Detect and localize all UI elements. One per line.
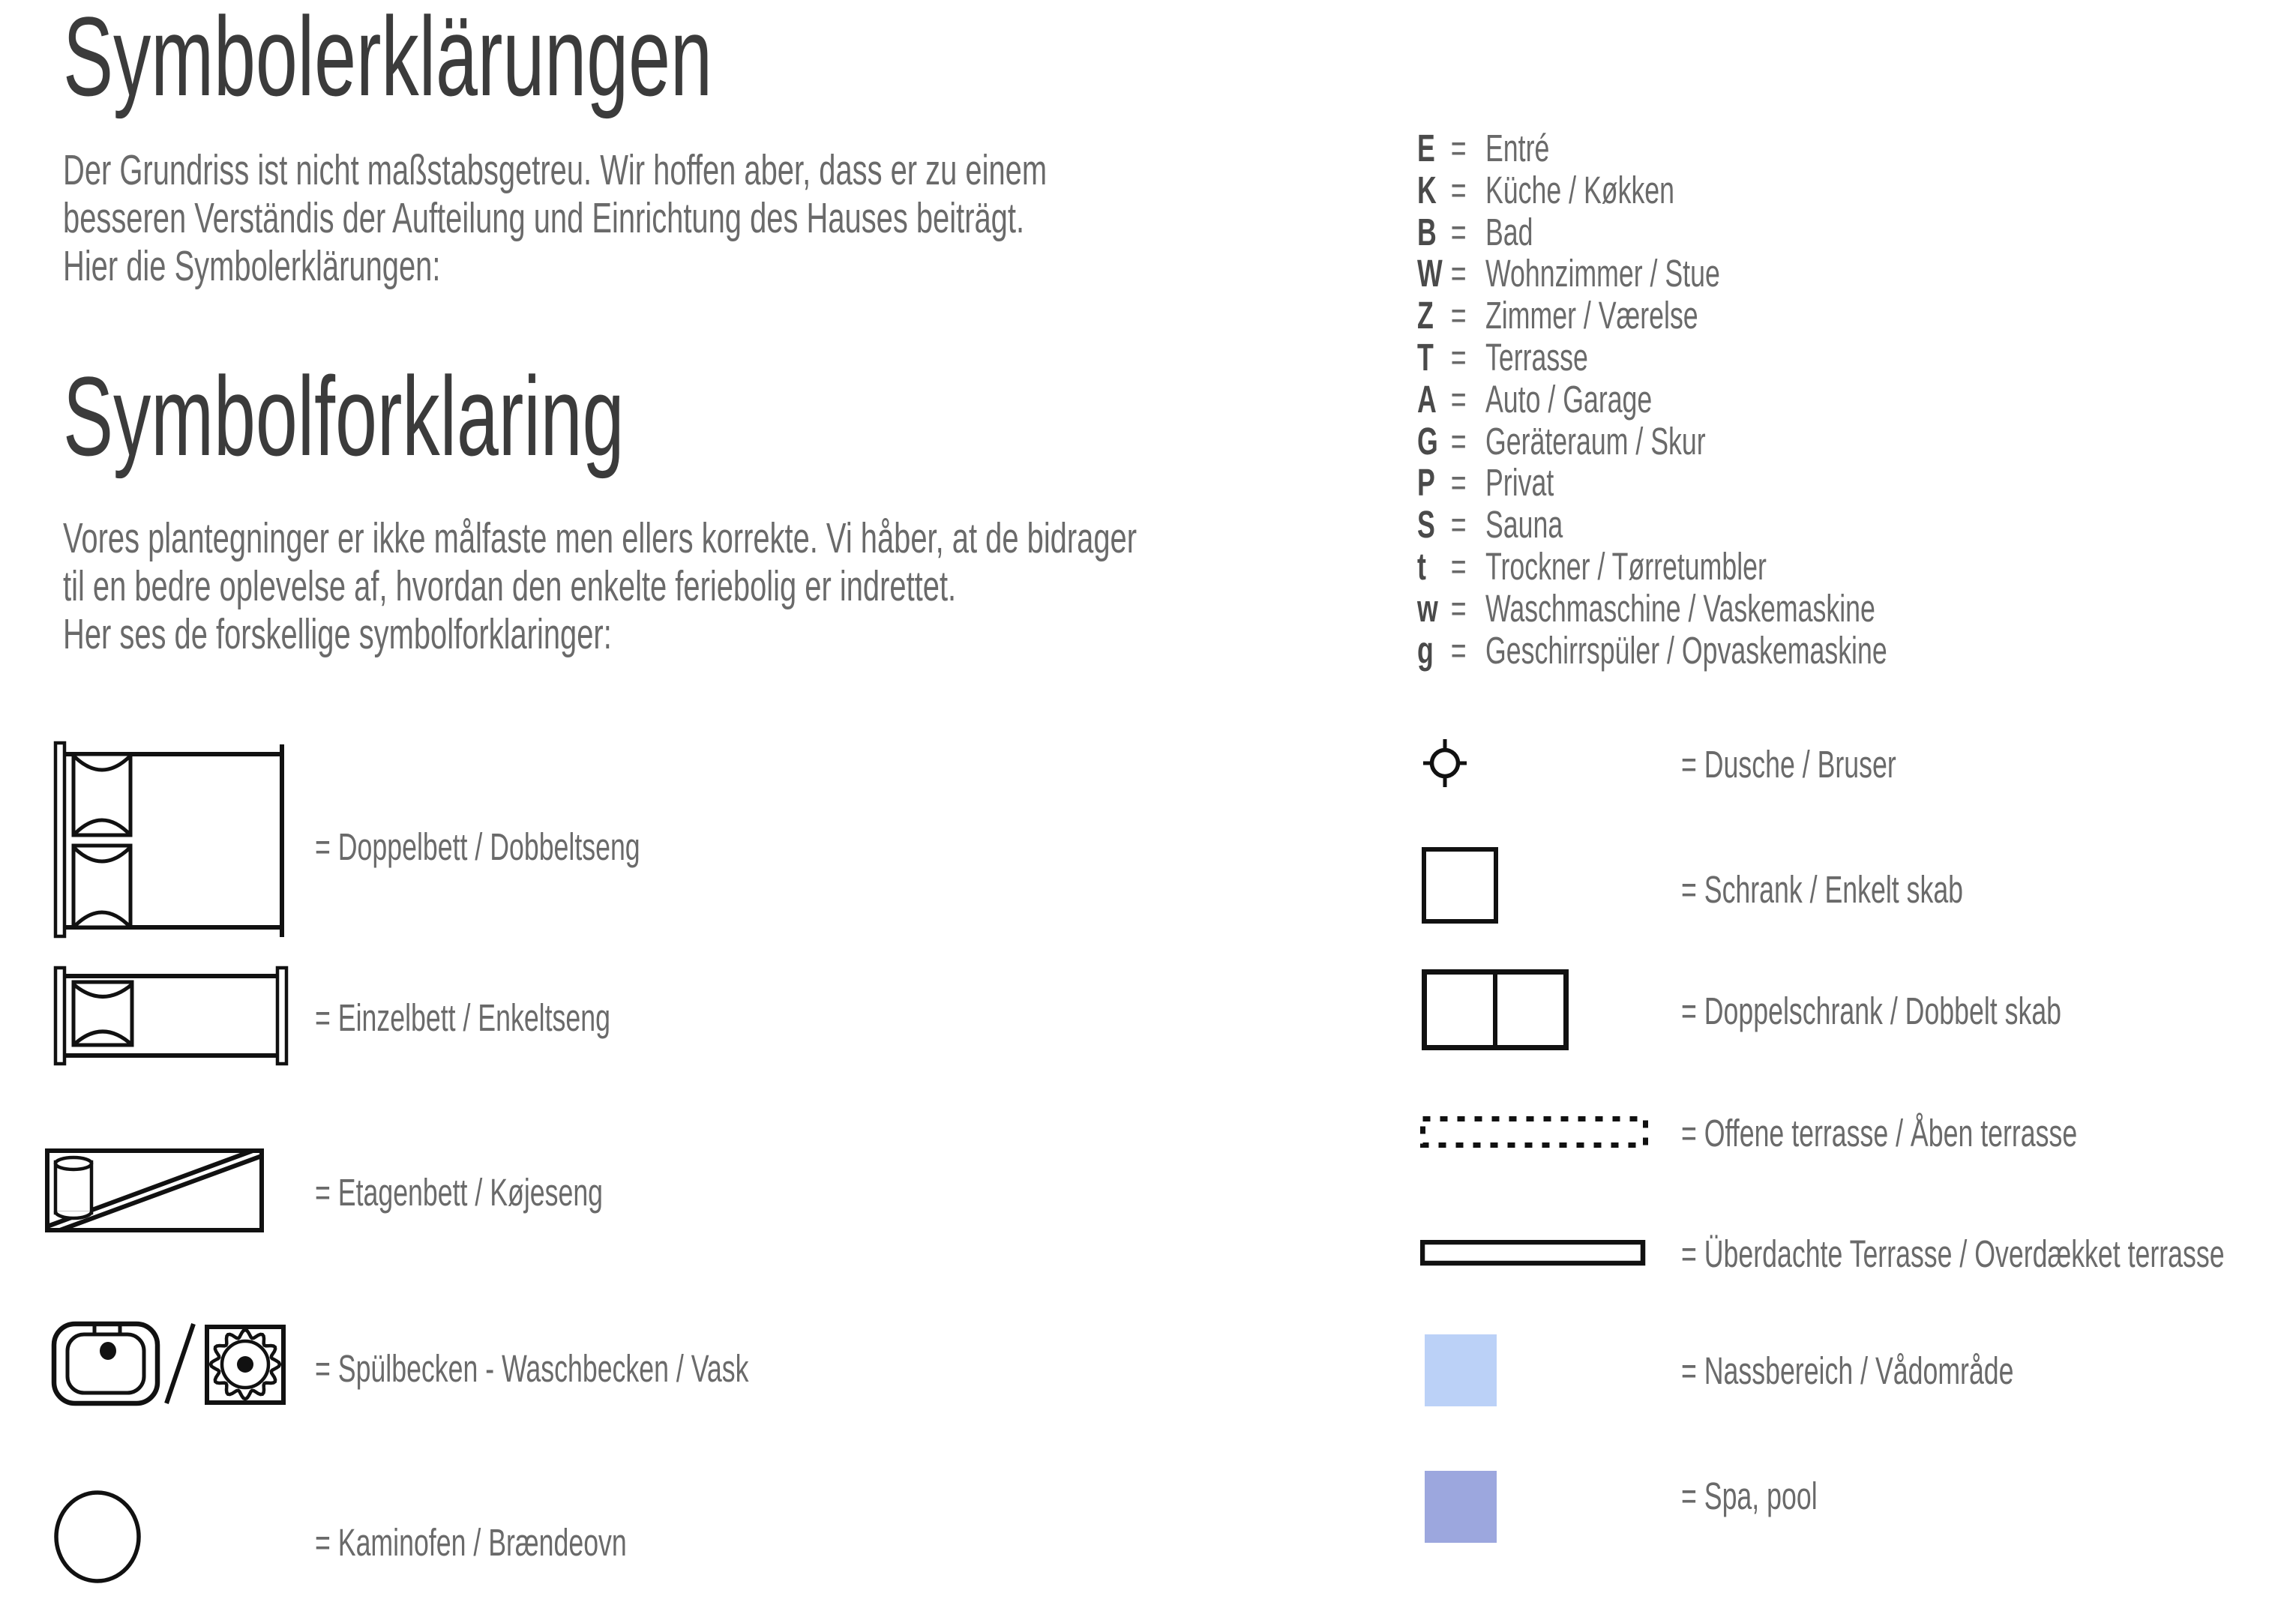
equals-sign: = <box>1450 461 1467 505</box>
double-closet-label: = Doppelschrank / Dobbelt skab <box>1681 990 2062 1032</box>
equals-sign: = <box>1450 544 1467 588</box>
abbreviation-row <box>1417 630 1887 672</box>
abbreviation-row <box>1417 379 1887 421</box>
abbreviation-letter: K <box>1417 168 1437 211</box>
wet-area-swatch <box>1425 1334 1497 1406</box>
abbreviation-letter: w <box>1417 586 1438 630</box>
abbreviation-definition: Geschirrspüler / Opvaskemaskine <box>1485 628 1887 672</box>
equals-sign: = <box>1450 210 1467 253</box>
abbreviation-letter: W <box>1417 252 1443 295</box>
german-intro-line: besseren Verständis der Aufteilung und Einrichtung des Hauses beiträgt. <box>63 194 1025 242</box>
abbreviation-definition: Sauna <box>1485 503 1563 546</box>
double-bed-icon <box>52 741 286 939</box>
wet-area-label: = Nassbereich / Vådområde <box>1681 1349 2014 1392</box>
abbreviation-row <box>1417 504 1887 546</box>
abbreviation-row <box>1417 169 1887 211</box>
equals-sign: = <box>1450 127 1467 169</box>
single-bed-label: = Einzelbett / Enkeltseng <box>315 996 610 1039</box>
danish-intro-line: Vores plantegninger er ikke målfaste men ellers korrekte. Vi håber, at de bidrager <box>63 514 1138 562</box>
danish-intro <box>63 514 1137 658</box>
bunk-bed-icon <box>45 1148 264 1232</box>
equals-sign: = <box>1450 377 1467 421</box>
abbreviation-letter: T <box>1417 335 1434 379</box>
abbreviation-definition: Wohnzimmer / Stue <box>1485 252 1720 295</box>
wood-stove-label: = Kaminofen / Brændeovn <box>315 1521 627 1564</box>
abbreviation-row <box>1417 588 1887 630</box>
double-closet-icon <box>1422 969 1569 1050</box>
shower-label: = Dusche / Bruser <box>1681 743 1896 786</box>
spa-pool-swatch <box>1425 1471 1497 1543</box>
open-terrace-icon <box>1420 1116 1650 1149</box>
danish-intro-line: til en bedre oplevelse af, hvordan den enkelte feriebolig er indrettet. <box>63 562 957 610</box>
single-closet-label: = Schrank / Enkelt skab <box>1681 868 1964 911</box>
covered-terrace-label: = Überdachte Terrasse / Overdækket terrasse <box>1681 1232 2225 1275</box>
abbreviation-definition: Bad <box>1485 210 1533 253</box>
abbreviation-definition: Terrasse <box>1485 335 1588 379</box>
bunk-bed-label: = Etagenbett / Køjeseng <box>315 1171 604 1214</box>
german-title: Symbolerklärungen <box>63 0 712 119</box>
equals-sign: = <box>1450 419 1467 463</box>
abbreviation-row <box>1417 295 1887 337</box>
sink-washbasin-label: = Spülbecken - Waschbecken / Vask <box>315 1347 749 1390</box>
abbreviation-letter: Z <box>1417 294 1434 337</box>
abbreviation-row <box>1417 546 1887 588</box>
equals-sign: = <box>1450 294 1467 337</box>
danish-intro-line: Her ses de forskellige symbolforklaringer: <box>63 610 612 658</box>
sink-washbasin-icon <box>48 1316 288 1411</box>
abbreviation-letter: P <box>1417 461 1435 505</box>
abbreviation-row <box>1417 337 1887 379</box>
abbreviation-row <box>1417 211 1887 253</box>
abbreviation-letter: S <box>1417 503 1435 546</box>
single-closet-icon <box>1422 847 1498 924</box>
equals-sign: = <box>1450 503 1467 546</box>
abbreviation-letter: t <box>1417 544 1426 588</box>
equals-sign: = <box>1450 586 1467 630</box>
equals-sign: = <box>1450 252 1467 295</box>
abbreviation-letter: E <box>1417 127 1435 169</box>
abbreviation-definition: Waschmaschine / Vaskemaskine <box>1485 586 1875 630</box>
abbreviation-row <box>1417 462 1887 504</box>
abbreviation-letter: A <box>1417 377 1437 421</box>
abbreviation-row <box>1417 253 1887 295</box>
shower-icon <box>1422 738 1470 789</box>
equals-sign: = <box>1450 168 1467 211</box>
abbreviation-list <box>1417 127 1887 671</box>
open-terrace-label: = Offene terrasse / Åben terrasse <box>1681 1112 2078 1154</box>
equals-sign: = <box>1450 335 1467 379</box>
abbreviation-definition: Trockner / Tørretumbler <box>1485 544 1767 588</box>
single-bed-icon <box>52 966 289 1066</box>
abbreviation-row <box>1417 421 1887 463</box>
abbreviation-definition: Geräteraum / Skur <box>1485 419 1706 463</box>
german-intro-line: Der Grundriss ist nicht maßstabsgetreu. Wir hoffen aber, dass er zu einem <box>63 146 1048 194</box>
abbreviation-definition: Zimmer / Værelse <box>1485 294 1698 337</box>
equals-sign: = <box>1450 628 1467 672</box>
abbreviation-definition: Küche / Køkken <box>1485 168 1675 211</box>
double-bed-label: = Doppelbett / Dobbeltseng <box>315 825 640 868</box>
abbreviation-letter: B <box>1417 210 1437 253</box>
wood-stove-icon <box>52 1490 144 1585</box>
danish-title: Symbolforklaring <box>63 353 625 479</box>
abbreviation-row <box>1417 127 1887 169</box>
german-intro <box>63 146 1047 290</box>
german-intro-line: Hier die Symbolerklärungen: <box>63 242 441 290</box>
abbreviation-letter: G <box>1417 419 1438 463</box>
spa-pool-label: = Spa, pool <box>1681 1475 1818 1517</box>
abbreviation-definition: Entré <box>1485 127 1550 169</box>
abbreviation-definition: Auto / Garage <box>1485 377 1653 421</box>
abbreviation-definition: Privat <box>1485 461 1554 505</box>
covered-terrace-icon <box>1420 1240 1647 1267</box>
abbreviation-letter: g <box>1417 628 1434 672</box>
